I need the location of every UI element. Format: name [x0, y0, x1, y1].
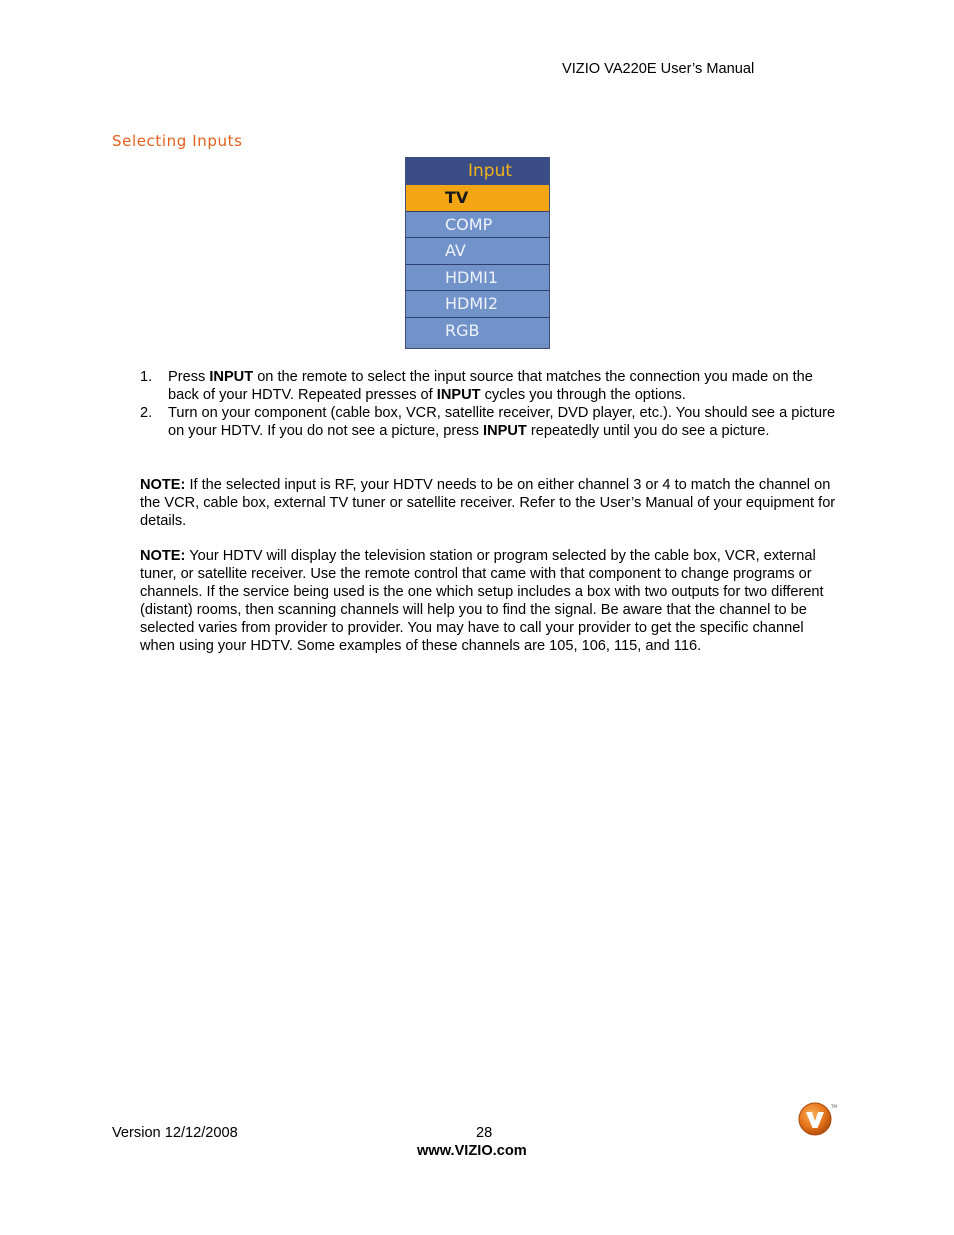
step-item: [140, 404, 840, 440]
step-text-segment: Turn on your component (cable box, VCR, satellite receiver, DVD player, etc.). You should see a picture on your HDTV. If you do not see a picture, press: [168, 405, 836, 439]
step-text-segment: on the remote to select the input source that matches the connection you made on the back of your HDTV. Repeated presses of: [168, 369, 813, 403]
input-menu-item-tv: TV: [406, 185, 549, 212]
input-menu-item-comp: COMP: [406, 212, 549, 239]
section-title: Selecting Inputs: [112, 132, 243, 150]
input-menu-item-av: AV: [406, 238, 549, 265]
input-menu-title: Input: [406, 158, 549, 185]
vizio-v-logo-icon: [798, 1102, 837, 1135]
step-number: 1.: [140, 369, 153, 385]
step-number: 2.: [140, 405, 153, 421]
note-text: Your HDTV will display the television station or program selected by the cable box, VCR, external tuner, or satellite receiver. Use the remote control that came with that component to change programs or channels. If the service being used is the one which setup includes a box with two outputs for two different (distant) rooms, then scanning channels will help you to find the signal. Be aware that the channel to be selected varies from provider to provider. You may have to call your provider to get the specific channel when using your HDTV. Some examples of these channels are 105, 106, 115, and 116.: [140, 548, 824, 654]
step-keyword: INPUT: [209, 369, 254, 385]
input-menu-item-rgb: RGB: [406, 318, 549, 345]
step-text: [168, 404, 840, 440]
step-keyword: INPUT: [483, 423, 527, 439]
note-paragraph: [140, 547, 840, 655]
input-menu-item-hdmi1: HDMI1: [406, 265, 549, 292]
input-menu-item-hdmi2: HDMI2: [406, 291, 549, 318]
steps-list: [140, 368, 840, 440]
note-text: If the selected input is RF, your HDTV needs to be on either channel 3 or 4 to match the channel on the VCR, cable box, external TV tuner or satellite receiver. Refer to the User’s Manual of your equipment for details.: [140, 477, 836, 529]
note-label: NOTE:: [140, 477, 186, 493]
note-label: NOTE:: [140, 548, 186, 564]
step-text-segment: repeatedly until you do see a picture.: [526, 423, 770, 439]
page-number: 28: [476, 1125, 493, 1141]
step-keyword: INPUT: [436, 387, 481, 403]
step-text: [168, 368, 840, 404]
svg-text:TM: TM: [831, 1104, 837, 1109]
step-item: [140, 368, 840, 404]
document-header: VIZIO VA220E User’s Manual: [562, 61, 755, 77]
input-menu-screenshot: [405, 157, 550, 349]
step-text-segment: Press: [168, 369, 210, 385]
footer-version: Version 12/12/2008: [112, 1125, 238, 1141]
note-paragraph: [140, 476, 840, 530]
footer-url: www.VIZIO.com: [417, 1143, 527, 1159]
step-text-segment: cycles you through the options.: [480, 387, 686, 403]
